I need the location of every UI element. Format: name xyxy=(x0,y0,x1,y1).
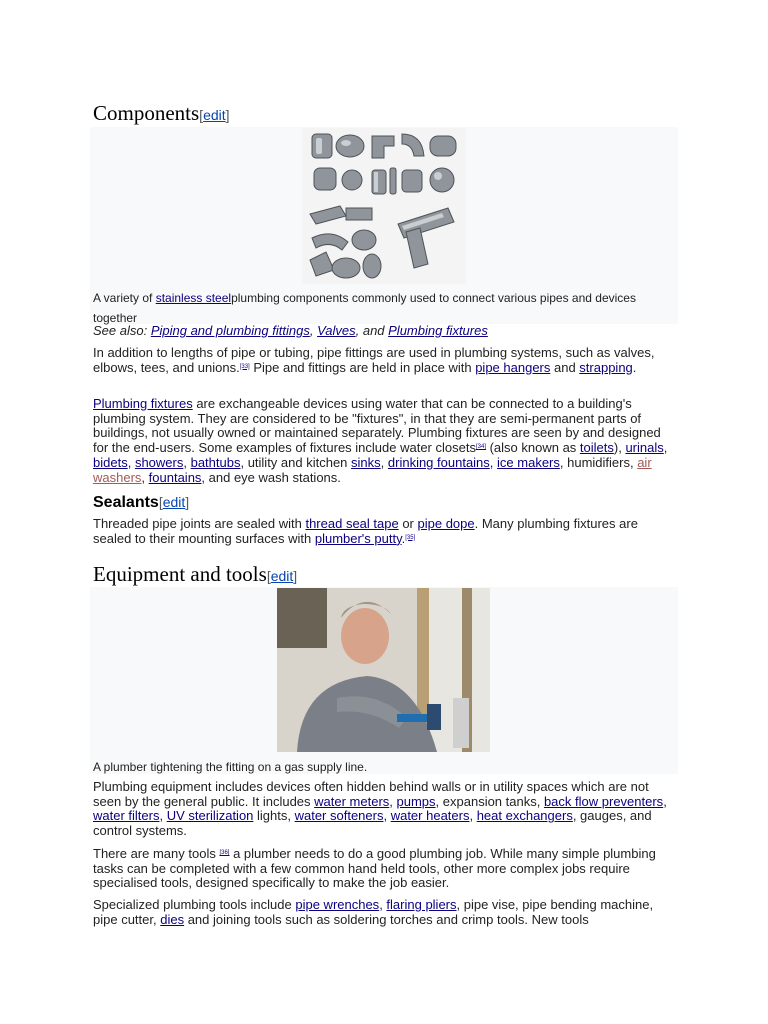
link-strapping[interactable]: strapping xyxy=(579,359,633,375)
link-thread-seal-tape[interactable]: thread seal tape xyxy=(305,516,399,531)
link-water-filters[interactable]: water filters xyxy=(93,808,160,824)
link-showers[interactable]: showers xyxy=(134,454,184,470)
section-heading-equipment: Equipment and tools[edit] xyxy=(93,561,678,591)
link-toilets[interactable]: toilets xyxy=(579,440,614,456)
citation-34[interactable]: [34] xyxy=(475,444,486,451)
plumber-photo xyxy=(277,588,490,752)
citation-36[interactable]: [36] xyxy=(219,850,230,856)
link-uv-sterilization[interactable]: UV sterilization xyxy=(166,808,254,824)
link-drinking-fountains[interactable]: drinking fountains xyxy=(387,454,490,470)
link-plumbing-fixtures[interactable]: Plumbing fixtures xyxy=(388,323,488,338)
citation-35[interactable]: [35] xyxy=(405,534,416,541)
link-urinals[interactable]: urinals xyxy=(625,440,664,456)
edit-link-sealants[interactable]: edit xyxy=(162,494,186,510)
link-water-meters[interactable]: water meters xyxy=(314,793,390,809)
link-fountains[interactable]: fountains xyxy=(148,469,202,485)
link-bathtubs[interactable]: bathtubs xyxy=(190,454,241,470)
edit-link-components[interactable]: edit xyxy=(203,107,226,123)
section-heading-sealants: Sealants[edit] xyxy=(93,494,190,511)
link-bidets[interactable]: bidets xyxy=(93,454,128,470)
link-pumps[interactable]: pumps xyxy=(396,793,436,809)
citation-33[interactable]: [33] xyxy=(239,363,250,370)
see-also-hatnote: See also: Piping and plumbing fittings, Valves, and Plumbing fixtures xyxy=(93,323,488,338)
paragraph-plumbing-tools: There are many tools [36] a plumber needs to do a good plumbing job. While many simple plumbing tasks can be completed with a few common hand held tools, other more complex jobs require specialised tools, designed specifically to make the job easier. xyxy=(93,846,656,891)
link-dies[interactable]: dies xyxy=(160,911,185,927)
link-back-flow-preventers[interactable]: back flow preventers xyxy=(543,793,664,809)
figure-caption-equipment: A plumber tightening the fitting on a gas supply line. xyxy=(93,760,368,774)
section-heading-components xyxy=(93,100,678,130)
link-pipe-dope[interactable]: pipe dope xyxy=(417,516,475,531)
link-water-heaters[interactable]: water heaters xyxy=(390,808,470,824)
link-air-washers[interactable]: air washers xyxy=(93,454,652,485)
link-pipe-hangers[interactable]: pipe hangers xyxy=(475,359,551,375)
link-piping-fittings[interactable]: Piping and plumbing fittings xyxy=(150,323,310,338)
edit-section-link-wrap: [edit] xyxy=(199,107,230,123)
paragraph-plumbing-fixtures: Plumbing fixtures are exchangeable devices using water that can be connected to a building's plumbing system. They are considered to be "fixtures", in that they are semi-permanent parts of buildings, not usually owned or maintained separately. Plumbing fixtures are seen by and designed for the end-users. Some examples of fixtures include water closets[34] (also known as toilets), urinals, bidets, showers, bathtubs, utility and kitchen sinks, drinking fountains, ice makers, humidifiers, air washers, fountains, and eye wash stations. xyxy=(93,396,668,485)
fittings-image xyxy=(302,128,466,284)
paragraph-specialized-tools: Specialized plumbing tools include pipe wrenches, flaring pliers, pipe vise, pipe bending machine, pipe cutter, dies and joining tools such as soldering torches and crimp tools. New tools xyxy=(93,898,654,927)
paragraph-pipe-fittings: In addition to lengths of pipe or tubing, pipe fittings are used in plumbing systems, such as valves, elbows, tees, and unions.[33] Pipe and fittings are held in place with pipe hangers and strapping. xyxy=(93,345,655,375)
link-water-softeners[interactable]: water softeners xyxy=(294,808,384,824)
link-plumbing-fixtures-inline[interactable]: Plumbing fixtures xyxy=(93,396,193,411)
link-ice-makers[interactable]: ice makers xyxy=(497,454,560,470)
link-valves[interactable]: Valves xyxy=(317,323,356,338)
heading-text: Components xyxy=(93,101,200,125)
link-sinks[interactable]: sinks xyxy=(351,454,381,470)
edit-link-equipment[interactable]: edit xyxy=(270,568,294,584)
link-stainless-steel[interactable]: stainless steel xyxy=(155,291,232,305)
link-heat-exchangers[interactable]: heat exchangers xyxy=(476,808,573,824)
paragraph-sealants: Threaded pipe joints are sealed with thread seal tape or pipe dope. Many plumbing fixtures are sealed to their mounting surfaces with plumber's putty.[35] xyxy=(93,516,638,546)
paragraph-plumbing-equipment: Plumbing equipment includes devices often hidden behind walls or in utility spaces which are not seen by the general public. It includes water meters, pumps, expansion tanks, back flow preventers, water filters, UV sterilization lights, water softeners, water heaters, heat exchangers, gauges, and control systems. xyxy=(93,779,667,839)
link-flaring-pliers[interactable]: flaring pliers xyxy=(386,898,457,912)
figure-caption-components: A variety of stainless steelplumbing components commonly used to connect various pipes and devices together xyxy=(93,291,636,325)
link-pipe-wrenches[interactable]: pipe wrenches xyxy=(295,898,380,912)
link-plumbers-putty[interactable]: plumber's putty xyxy=(314,530,402,546)
